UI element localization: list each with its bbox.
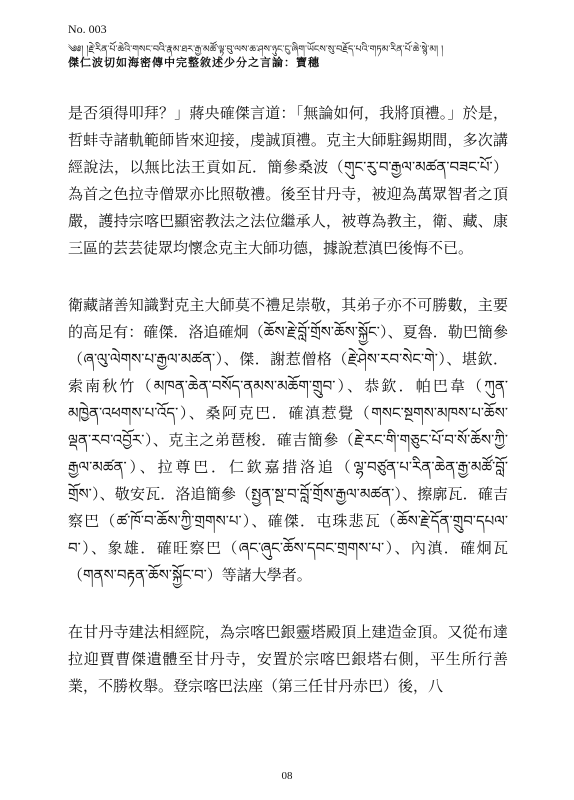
paragraph-1: 是否須得叩拜？」蔣央確傑言道：「無論如何，我將頂禮。」於是，哲蚌寺諸軌範師皆來迎接，虔誠頂禮。克主大師駐錫期間，多次講經說法，以無比法王貢如瓦．簡參桑波（གུང་རུ་བ་རྒྱལ་མཚན་བཟང་པོ་）為首之色拉寺僧眾亦比照敬禮。後至甘丹寺，被迎為萬眾智者之頂嚴，護持宗喀巴顯密教法之法位繼承人，被尊為教主，衛、藏、康三區的芸芸徒眾均懷念克主大師功德，據說惹滇巴後悔不已。 bbox=[68, 104, 508, 257]
page-number: 08 bbox=[281, 770, 293, 782]
document-number: No. 003 bbox=[68, 22, 107, 36]
paragraph-2: 衛藏諸善知識對克主大師莫不禮足崇敬，其弟子亦不可勝數，主要的高足有：確傑．洛追確炯（ཆོས་རྗེ་བློ་གྲོས་ཆོས་སྐྱོང་）、夏魯．勒巴簡參（ཞ་ལུ་ལེགས་པ་རྒྱལ་མཚན་）、傑．謝惹僧格（རྗེ་ཤེས་རབ་སེང་གེ་）、堪欽．索南秋竹（མཁན་ཆེན་བསོད་ནམས་མཆོག་གྲུབ་）、恭欽．帕巴韋（ཀུན་མཁྱེན་འཕགས་པ་འོད་）、桑阿克巴．確滇惹覺（གསང་སྔགས་མཁས་པ་ཆོས་ལྡན་རབ་འབྱོར་）、克主之弟琶梭．確吉簡參（རྗེ་རང་གི་གཅུང་པོ་བ་སོ་ཆོས་ཀྱི་རྒྱལ་མཚན་）、拉尊巴．仁欽嘉措洛追（ལྷ་བཙུན་པ་རིན་ཆེན་རྒྱ་མཚོ་བློ་གྲོས་）、敬安瓦．洛追簡參（སྤྱན་སྔ་བ་བློ་གྲོས་རྒྱལ་མཚན་）、擦廓瓦．確吉察巴（ཚ་ཁོ་བ་ཆོས་ཀྱི་གྲགས་པ་）、確傑．屯珠悲瓦（ཆོས་རྗེ་དོན་གྲུབ་དཔལ་བ་）、象雄．確旺察巴（ཞང་ཞུང་ཆོས་དབང་གྲགས་པ་）、內滇．確炯瓦（གནས་བརྟན་ཆོས་སྐྱོང་བ་）等諸大學者。 bbox=[68, 296, 508, 584]
tibetan-header-title: ༄༅། །རྗེ་རིན་པོ་ཆེའི་གསང་བའི་རྣམ་ཐར་རྒྱ་མཚོ་ལྟ་བུ་ལས་ཆ་ཤས་ཉུང་ངུ་ཞིག་ཡོངས་སུ་བརྗོད་པའི་གཏམ་རིན་པོ་ཆེ་སྙེ་མ། ། bbox=[68, 44, 444, 55]
body-text bbox=[68, 100, 508, 700]
paragraph-3: 在甘丹寺建法相經院，為宗喀巴銀靈塔殿頂上建造金頂。又從布達拉迎賈曹傑遺體至甘丹寺，安置於宗喀巴銀塔右側，平生所行善業，不勝枚舉。登宗喀巴法座（第三任甘丹赤巴）後，八 bbox=[68, 623, 508, 695]
chinese-header-title: 傑仁波切如海密傳中完整敘述少分之言論：寶穗 bbox=[68, 56, 320, 69]
